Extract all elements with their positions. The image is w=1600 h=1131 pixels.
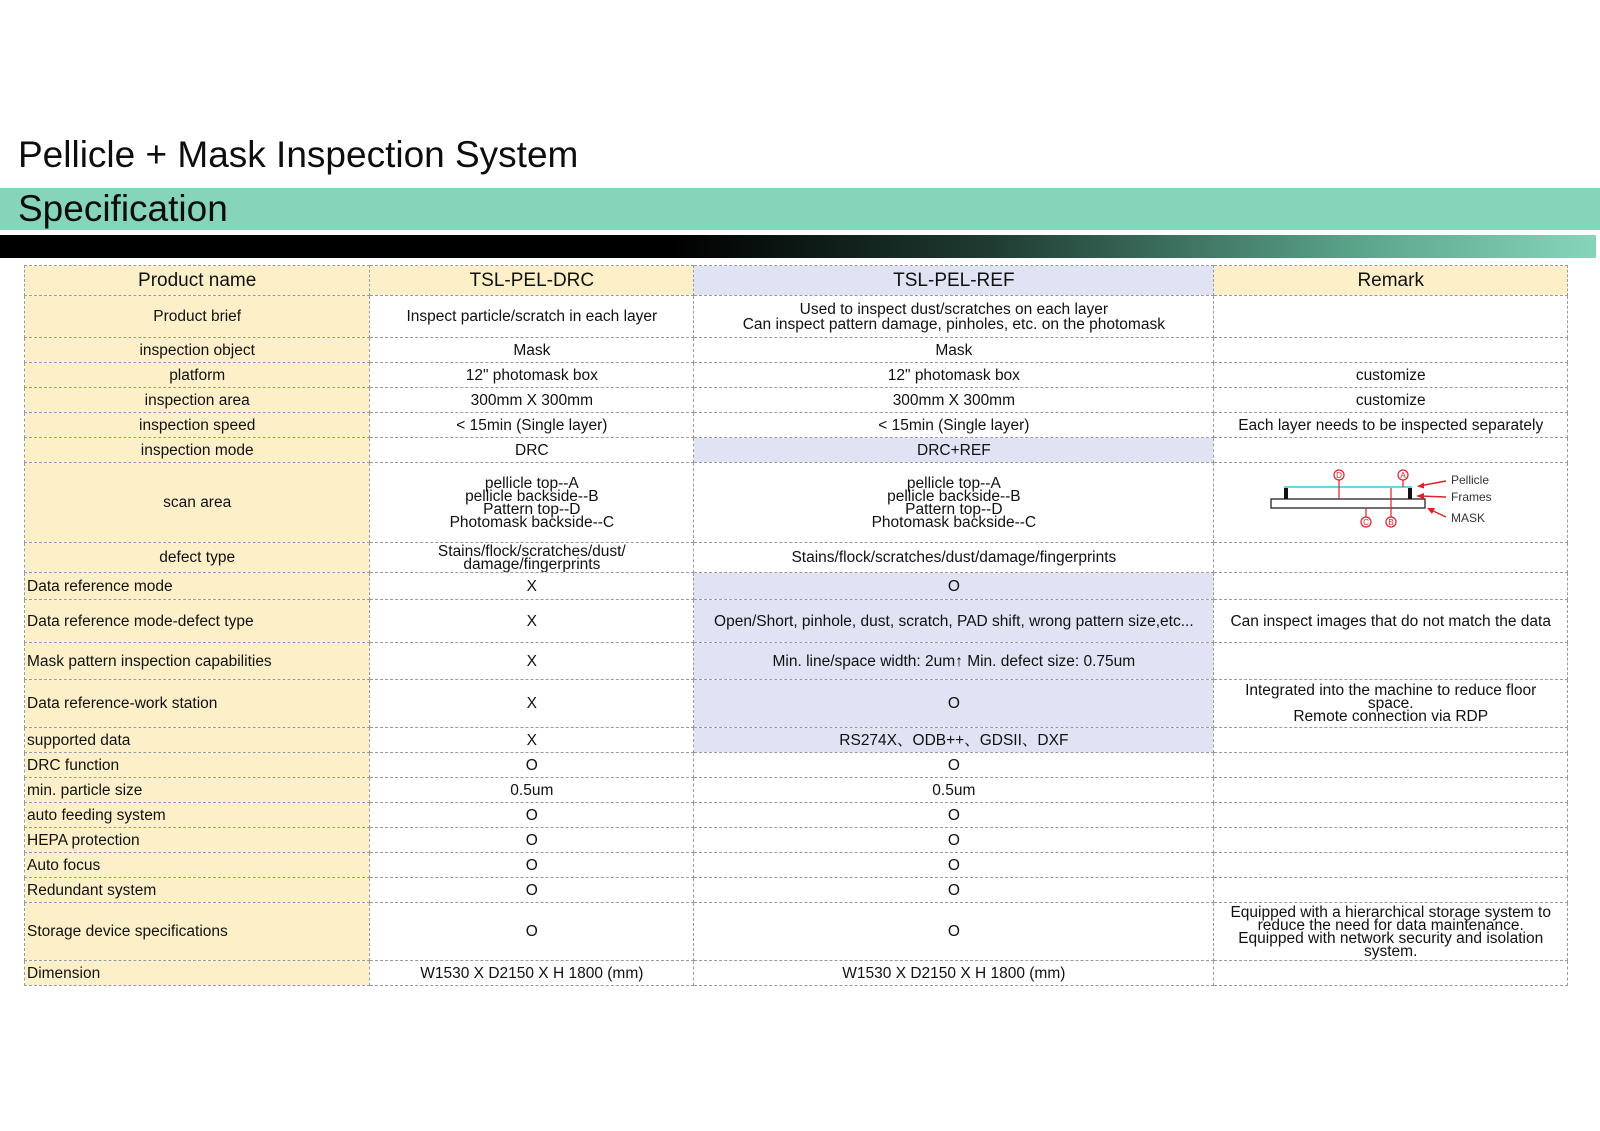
diagram-label-pellicle: Pellicle <box>1450 472 1489 487</box>
ref-cell: O <box>694 573 1214 600</box>
table-row <box>25 338 1568 363</box>
ref-cell: O <box>694 753 1214 778</box>
frame-left <box>1284 487 1288 499</box>
row-label: Data reference mode <box>25 573 370 600</box>
remark-cell: customize <box>1214 388 1568 413</box>
scan-area-item: Pattern top--D <box>905 500 1003 518</box>
remark-line: Equipped with network security and isolation <box>1238 929 1544 947</box>
row-label: HEPA protection <box>25 828 370 853</box>
drc-cell: O <box>370 828 694 853</box>
table-row <box>25 753 1568 778</box>
remark-line: system. <box>1364 942 1418 960</box>
remark-line: reduce the need for data maintenance. <box>1257 916 1524 934</box>
drc-cell: 12" photomask box <box>370 363 694 388</box>
ref-brief-line: Can inspect pattern damage, pinholes, etc. on the photomask <box>742 315 1165 333</box>
row-label: Redundant system <box>25 878 370 903</box>
subtitle-band <box>0 188 1600 230</box>
ref-cell: 0.5um <box>694 778 1214 803</box>
drc-cell: Mask <box>370 338 694 363</box>
drc-cell: X <box>370 728 694 753</box>
ref-cell: O <box>694 828 1214 853</box>
row-label: supported data <box>25 728 370 753</box>
remark-cell: Each layer needs to be inspected separately <box>1214 413 1568 438</box>
row-label: Storage device specifications <box>25 903 370 961</box>
remark-cell <box>1214 961 1568 986</box>
remark-cell <box>1214 543 1568 573</box>
table-row <box>25 643 1568 680</box>
drc-cell <box>370 543 694 573</box>
header-product-name: Product name <box>25 266 370 296</box>
ref-cell <box>694 463 1214 543</box>
drc-cell: X <box>370 600 694 643</box>
row-label: scan area <box>25 463 370 543</box>
drc-cell: X <box>370 573 694 600</box>
remark-cell <box>1214 778 1568 803</box>
ref-cell: O <box>694 680 1214 728</box>
remark-cell <box>1214 573 1568 600</box>
ref-cell: DRC+REF <box>694 438 1214 463</box>
table-row <box>25 903 1568 961</box>
row-label: platform <box>25 363 370 388</box>
page-subtitle: Specification <box>18 188 228 229</box>
table-row <box>25 600 1568 643</box>
remark-line: Remote connection via RDP <box>1293 708 1489 725</box>
header-remark: Remark <box>1214 266 1568 296</box>
remark-cell <box>1214 643 1568 680</box>
drc-cell <box>370 463 694 543</box>
remark-cell: Can inspect images that do not match the data <box>1214 600 1568 643</box>
ref-cell: O <box>694 903 1214 961</box>
remark-cell <box>1214 296 1568 338</box>
ref-cell: O <box>694 853 1214 878</box>
row-label: DRC function <box>25 753 370 778</box>
table-row <box>25 463 1568 543</box>
mask-plate <box>1271 499 1425 508</box>
remark-cell <box>1214 828 1568 853</box>
pellicle-diagram <box>1241 467 1541 539</box>
drc-cell: O <box>370 853 694 878</box>
table-row <box>25 878 1568 903</box>
drc-cell: O <box>370 803 694 828</box>
page-title: Pellicle + Mask Inspection System <box>18 134 579 175</box>
remark-cell: customize <box>1214 363 1568 388</box>
scan-area-item: pellicle backside--B <box>887 487 1021 505</box>
row-label: min. particle size <box>25 778 370 803</box>
drc-cell: DRC <box>370 438 694 463</box>
diagram-label-mask: MASK <box>1450 510 1485 525</box>
drc-cell: O <box>370 753 694 778</box>
arrowhead-frames-icon <box>1416 493 1424 499</box>
ref-cell: O <box>694 803 1214 828</box>
diagram-label-frames: Frames <box>1450 489 1492 504</box>
scan-area-item: Pattern top--D <box>483 500 581 518</box>
row-label: inspection mode <box>25 438 370 463</box>
drc-cell: 300mm X 300mm <box>370 388 694 413</box>
ref-cell <box>694 296 1214 338</box>
scan-area-item: Photomask backside--C <box>449 513 615 531</box>
ref-cell: 12" photomask box <box>694 363 1214 388</box>
table-row <box>25 363 1568 388</box>
table-header-row <box>25 266 1568 296</box>
drc-cell: X <box>370 643 694 680</box>
remark-line: space. <box>1367 695 1414 712</box>
table-row <box>25 961 1568 986</box>
scan-area-item: pellicle top--A <box>484 474 579 492</box>
remark-line: Integrated into the machine to reduce floor <box>1245 682 1537 699</box>
marker-b: B <box>1388 517 1394 527</box>
defect-type-line: Stains/flock/scratches/dust/ <box>437 542 626 560</box>
row-label: inspection object <box>25 338 370 363</box>
drc-cell: Inspect particle/scratch in each layer <box>370 296 694 338</box>
remark-cell <box>1214 463 1568 543</box>
remark-cell <box>1214 728 1568 753</box>
remark-cell <box>1214 803 1568 828</box>
table-row <box>25 413 1568 438</box>
ref-cell: Open/Short, pinhole, dust, scratch, PAD shift, wrong pattern size,etc... <box>694 600 1214 643</box>
ref-cell: RS274X、ODB++、GDSII、DXF <box>694 728 1214 753</box>
table-row <box>25 388 1568 413</box>
row-label: inspection area <box>25 388 370 413</box>
table-row <box>25 828 1568 853</box>
scan-area-item: Photomask backside--C <box>871 513 1037 531</box>
row-label: Product brief <box>25 296 370 338</box>
row-label: defect type <box>25 543 370 573</box>
table-row <box>25 853 1568 878</box>
marker-c: C <box>1362 517 1369 527</box>
ref-cell: O <box>694 878 1214 903</box>
remark-cell <box>1214 903 1568 961</box>
row-label: Mask pattern inspection capabilities <box>25 643 370 680</box>
divider-bar <box>0 235 1596 258</box>
header-drc: TSL-PEL-DRC <box>370 266 694 296</box>
drc-cell: O <box>370 903 694 961</box>
table-row <box>25 728 1568 753</box>
table-row <box>25 680 1568 728</box>
table-row <box>25 778 1568 803</box>
ref-cell: Stains/flock/scratches/dust/damage/fingerprints <box>694 543 1214 573</box>
drc-cell: X <box>370 680 694 728</box>
table-row <box>25 296 1568 338</box>
row-label: Dimension <box>25 961 370 986</box>
remark-cell <box>1214 680 1568 728</box>
ref-cell: W1530 X D2150 X H 1800 (mm) <box>694 961 1214 986</box>
remark-cell <box>1214 338 1568 363</box>
drc-cell: < 15min (Single layer) <box>370 413 694 438</box>
marker-d: D <box>1335 470 1342 480</box>
marker-a: A <box>1400 470 1406 480</box>
drc-cell: W1530 X D2150 X H 1800 (mm) <box>370 961 694 986</box>
row-label: inspection speed <box>25 413 370 438</box>
remark-cell <box>1214 878 1568 903</box>
row-label: Auto focus <box>25 853 370 878</box>
ref-cell: Mask <box>694 338 1214 363</box>
frame-right <box>1408 487 1412 499</box>
arrowhead-pellicle-icon <box>1417 482 1424 488</box>
header-ref: TSL-PEL-REF <box>694 266 1214 296</box>
scan-area-item: pellicle backside--B <box>465 487 599 505</box>
remark-cell <box>1214 753 1568 778</box>
remark-cell <box>1214 853 1568 878</box>
drc-cell: 0.5um <box>370 778 694 803</box>
ref-cell: Min. line/space width: 2um↑ Min. defect size: 0.75um <box>694 643 1214 680</box>
spec-table <box>24 265 1568 986</box>
remark-line: Equipped with a hierarchical storage system to <box>1230 903 1551 921</box>
remark-cell <box>1214 438 1568 463</box>
table-row <box>25 803 1568 828</box>
ref-brief-line: Used to inspect dust/scratches on each layer <box>799 300 1109 318</box>
scan-area-item: pellicle top--A <box>906 474 1001 492</box>
defect-type-line: damage/fingerprints <box>463 555 601 573</box>
table-row <box>25 573 1568 600</box>
ref-cell: < 15min (Single layer) <box>694 413 1214 438</box>
row-label: Data reference-work station <box>25 680 370 728</box>
row-label: auto feeding system <box>25 803 370 828</box>
row-label: Data reference mode-defect type <box>25 600 370 643</box>
drc-cell: O <box>370 878 694 903</box>
ref-cell: 300mm X 300mm <box>694 388 1214 413</box>
table-row <box>25 438 1568 463</box>
table-row <box>25 543 1568 573</box>
